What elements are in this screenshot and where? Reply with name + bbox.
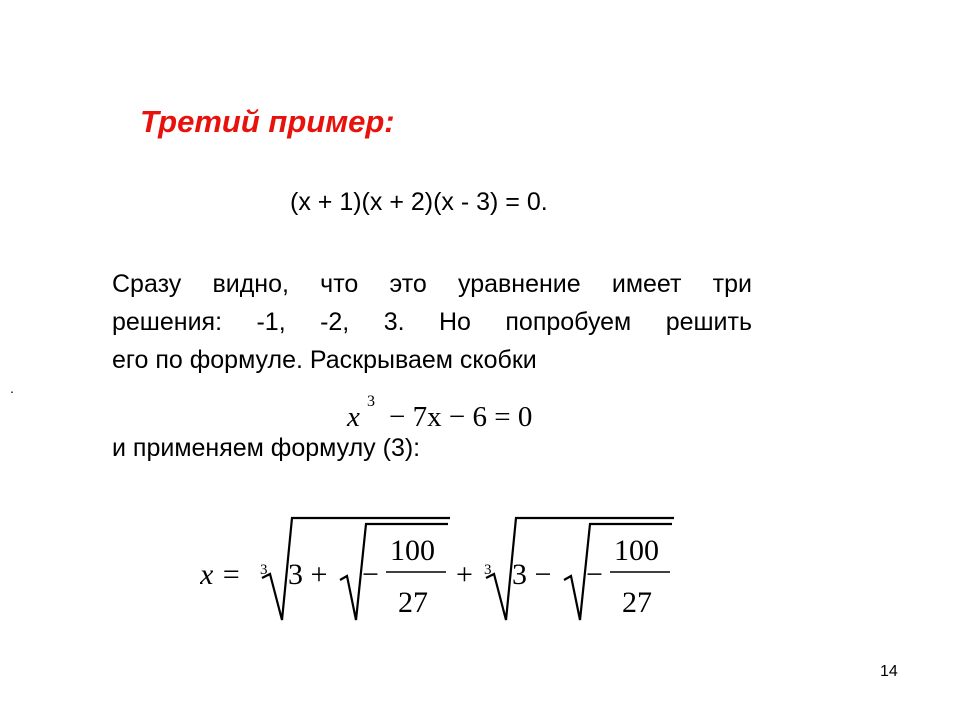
fraction-numerator: 100 [390,534,435,567]
cubic-equation [345,390,565,438]
fraction-denominator: 27 [398,586,428,619]
slide-title: Третий пример: [140,104,395,139]
minus-sign: − [586,558,603,591]
second-radicand-term: 3 − [512,558,552,591]
root-index: 3 [484,562,492,578]
paragraph-line: решения: -1, -2, 3. Но попробуем решить [112,308,752,336]
root-index: 3 [260,562,268,578]
paragraph-line: его по формуле. Раскрываем скобки [112,346,537,374]
formula-lhs: x = [200,558,242,591]
factored-equation: (x + 1)(x + 2)(x - 3) = 0. [290,188,548,216]
paragraph-line: Сразу видно, что это уравнение имеет три [112,270,752,298]
apply-formula-text: и применяем формулу (3): [112,434,421,462]
fraction-numerator: 100 [614,534,659,567]
plus-sign: + [456,558,473,591]
minus-sign: − [362,558,379,591]
cardano-formula [200,508,680,638]
cubic-exponent: 3 [367,393,375,410]
first-radicand-term: 3 + [288,558,328,591]
explanation-paragraph [112,265,752,379]
fraction-denominator: 27 [622,586,652,619]
page-number: 14 [880,663,898,680]
cubic-rest: − 7x − 6 = 0 [389,401,533,433]
stray-dot: . [10,380,14,396]
cubic-variable: x [347,401,360,433]
